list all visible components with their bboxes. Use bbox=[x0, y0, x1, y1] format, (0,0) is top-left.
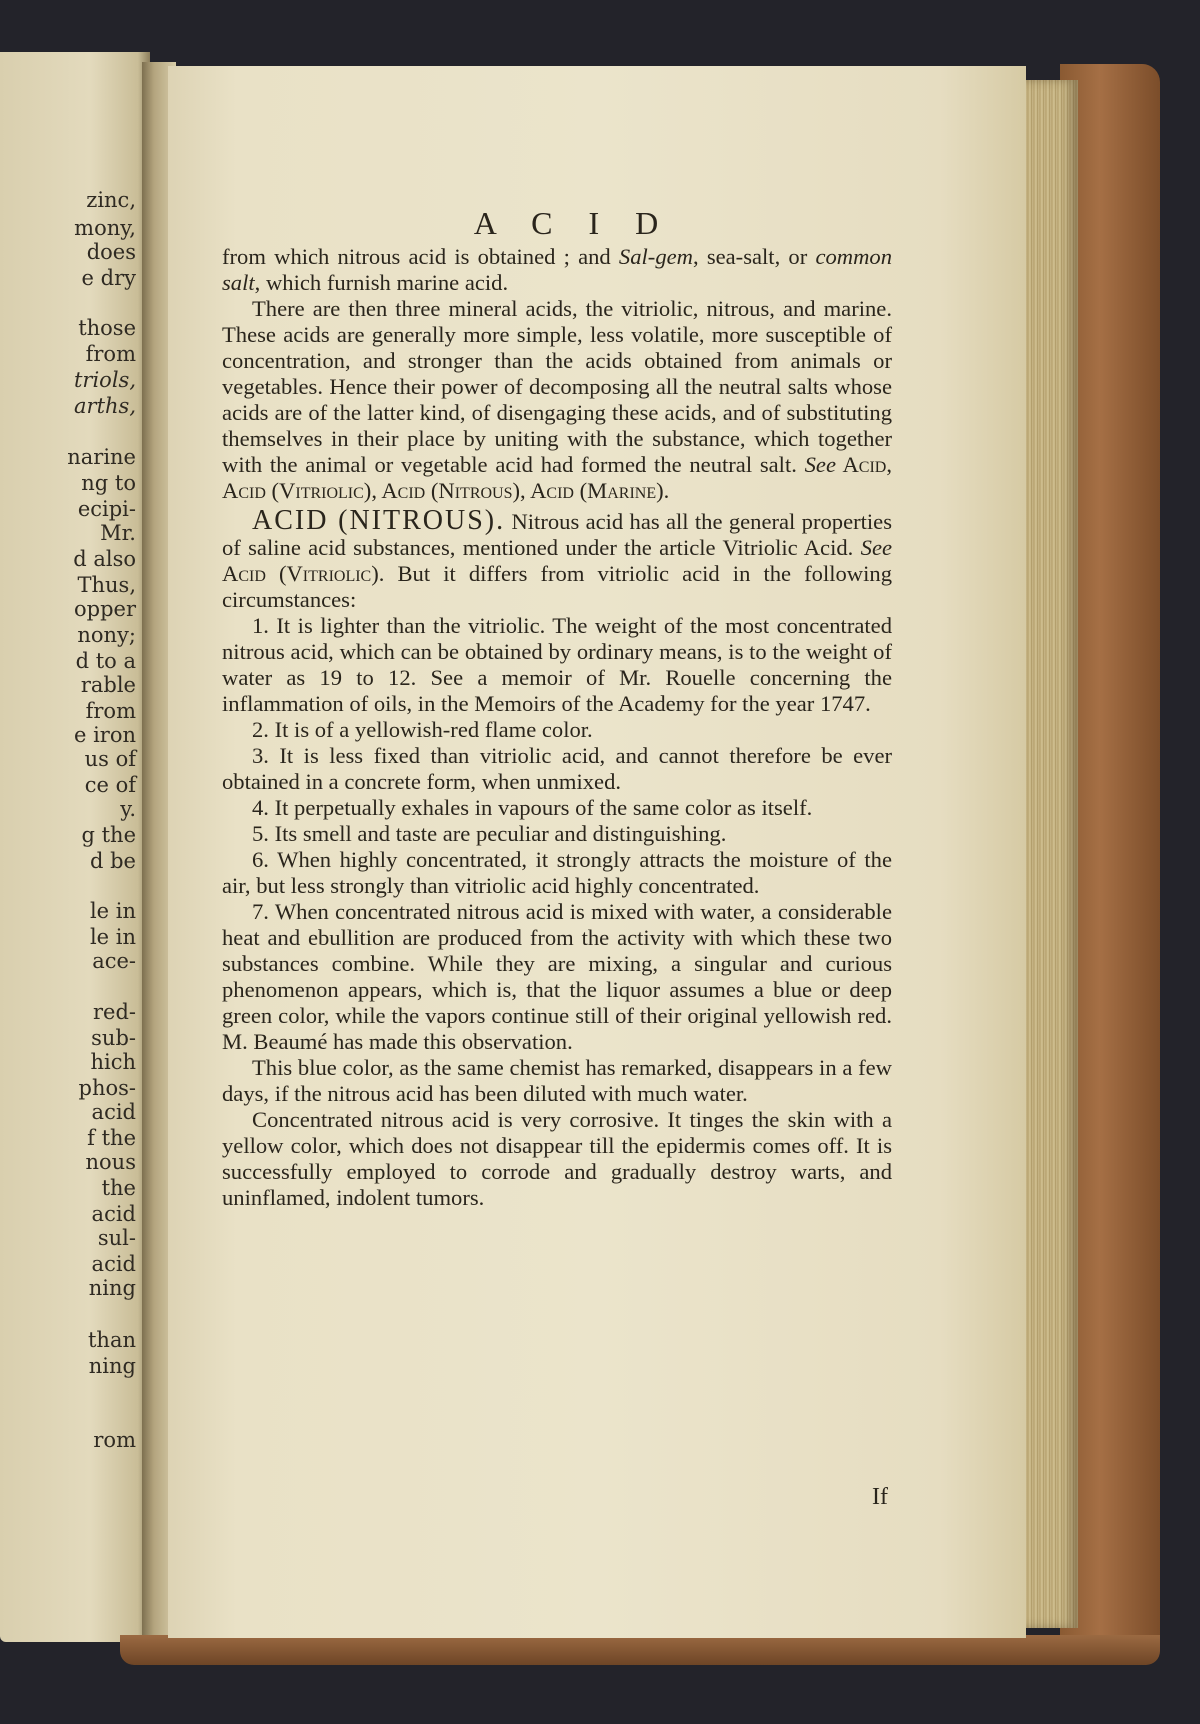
left-page-fragment: g the bbox=[81, 823, 136, 847]
left-page-fragment: Mr. bbox=[100, 521, 136, 545]
left-page-fragment: ace- bbox=[92, 949, 136, 973]
left-page-fragment: nony; bbox=[77, 623, 136, 647]
catchword: If bbox=[872, 1484, 888, 1510]
left-page-fragment: ning bbox=[88, 1276, 136, 1300]
paragraph-blue-color: This blue color, as the same chemist has remarked, disappears in a few days, if the nitrous acid has been diluted with much water. bbox=[222, 1055, 892, 1106]
left-page-fragment: triols, bbox=[73, 368, 136, 392]
list-item-2: 2. It is of a yellowish-red flame color. bbox=[252, 717, 593, 742]
left-page-fragment: nous bbox=[85, 1150, 136, 1174]
left-page-fragment: ning bbox=[88, 1354, 136, 1378]
paragraph-corrosive: Concentrated nitrous acid is very corrosive. It tinges the skin with a yellow color, which does not disappear till the epidermis comes off. It is successfully employed to corrode and gradually destroy warts, and uninflamed, indolent tumors. bbox=[222, 1107, 892, 1210]
left-page-fragment: y. bbox=[120, 797, 136, 821]
list-item-3: 3. It is less fixed than vitriolic acid, and cannot therefore be ever obtained in a concrete form, when unmixed. bbox=[222, 743, 892, 794]
left-page-fragment: from bbox=[85, 699, 136, 723]
running-head: A C I D bbox=[473, 205, 673, 241]
left-page-fragment: narine bbox=[67, 445, 136, 469]
list-item-1: 1. It is lighter than the vitriolic. The weight of the most concentrated nitrous acid, which can be obtained by ordinary means, is to the weight of water as 19 to 12. See a memoir of Mr. Rouelle concerning the inflammation of oils, in the Memoirs of the Academy for the year 1747. bbox=[222, 613, 892, 716]
left-page-fragment: acid bbox=[91, 1252, 136, 1276]
book-cover-bottom bbox=[120, 1635, 1160, 1665]
entry-title: ACID (NITROUS). bbox=[252, 505, 506, 536]
list-item-7: 7. When concentrated nitrous acid is mixed with water, a considerable heat and ebullition are produced from the activity with which these two substances combine. While they are mixing, a singular and curious phenomenon appears, which is, that the liquor assumes a blue or deep green color, while the vapors continue still of their original yellowish red. M. Beaumé has made this observation. bbox=[222, 899, 892, 1054]
left-page-fragment: than bbox=[87, 1328, 136, 1352]
left-page-fragment: ce of bbox=[84, 773, 136, 797]
list-item-4: 4. It perpetually exhales in vapours of the same color as itself. bbox=[252, 795, 813, 820]
left-page-fragment: sub- bbox=[91, 1026, 136, 1050]
left-page-fragment: from bbox=[85, 342, 136, 366]
paragraph-mineral-acids: There are then three mineral acids, the vitriolic, nitrous, and marine. These acids are generally more simple, less volatile, more susceptible of concentration, and stronger than the acids obtained from animals or vegetables. Hence their power of decomposing all the neutral salts whose acids are of the latter kind, of disengaging these acids, and of substituting themselves in their place by uniting with the substance, which together with the animal or vegetable acid had formed the neutral salt. See Acid, Acid (Vitriolic), Acid (Nitrous), Acid (Marine). bbox=[222, 296, 892, 503]
left-page-fragment: ng to bbox=[81, 471, 136, 495]
left-page-fragment: d to a bbox=[75, 649, 136, 673]
left-page-fragment: acid bbox=[91, 1100, 136, 1124]
left-page-fragment: sul- bbox=[97, 1226, 136, 1250]
left-page-fragment: rable bbox=[80, 673, 136, 697]
left-page-fragment: hich bbox=[90, 1050, 136, 1074]
left-page-fragment: le in bbox=[89, 899, 136, 923]
left-page-fragment: e dry bbox=[81, 266, 136, 290]
left-page-fragment: acid bbox=[91, 1202, 136, 1226]
entry-acid-nitrous: ACID (NITROUS). Nitrous acid has all the general properties of saline acid substances, mentioned under the article Vitriolic Acid. See Acid (Vitriolic). But it differs from vitriolic acid in the following circumstances: bbox=[222, 505, 892, 612]
left-page-fragment: does bbox=[86, 240, 136, 264]
paragraph-salts: from which nitrous acid is obtained ; and Sal-gem, sea-salt, or common salt, which furnish marine acid. bbox=[222, 244, 893, 295]
list-item-5: 5. Its smell and taste are peculiar and distinguishing. bbox=[252, 821, 727, 846]
left-page-fragment: d be bbox=[90, 849, 136, 873]
left-page-fragment: d also bbox=[73, 547, 136, 571]
list-item-6: 6. When highly concentrated, it strongly attracts the moisture of the air, but less strongly than vitriolic acid highly concentrated. bbox=[222, 847, 892, 898]
left-page-fragment: red- bbox=[92, 1000, 136, 1024]
left-page-fragment: the bbox=[101, 1176, 136, 1200]
left-page-fragment: Thus, bbox=[77, 573, 136, 597]
left-page-fragment: mony, bbox=[74, 216, 136, 240]
left-page-fragment: those bbox=[78, 316, 136, 340]
left-page-fragment: f the bbox=[87, 1126, 136, 1150]
left-page-fragment: opper bbox=[74, 597, 136, 621]
left-page-fragment: arths, bbox=[74, 394, 136, 418]
left-page-fragment: e iron bbox=[73, 723, 136, 747]
left-page-fragment: us of bbox=[84, 747, 136, 771]
left-page-fragment: phos- bbox=[78, 1076, 136, 1100]
left-page bbox=[0, 52, 150, 1642]
left-page-fragment: le in bbox=[89, 925, 136, 949]
text-column bbox=[222, 206, 892, 1211]
left-page-fragment: zinc, bbox=[86, 188, 136, 212]
left-page-fragment: ecipi- bbox=[77, 497, 136, 521]
left-page-fragment: rom bbox=[93, 1428, 136, 1452]
